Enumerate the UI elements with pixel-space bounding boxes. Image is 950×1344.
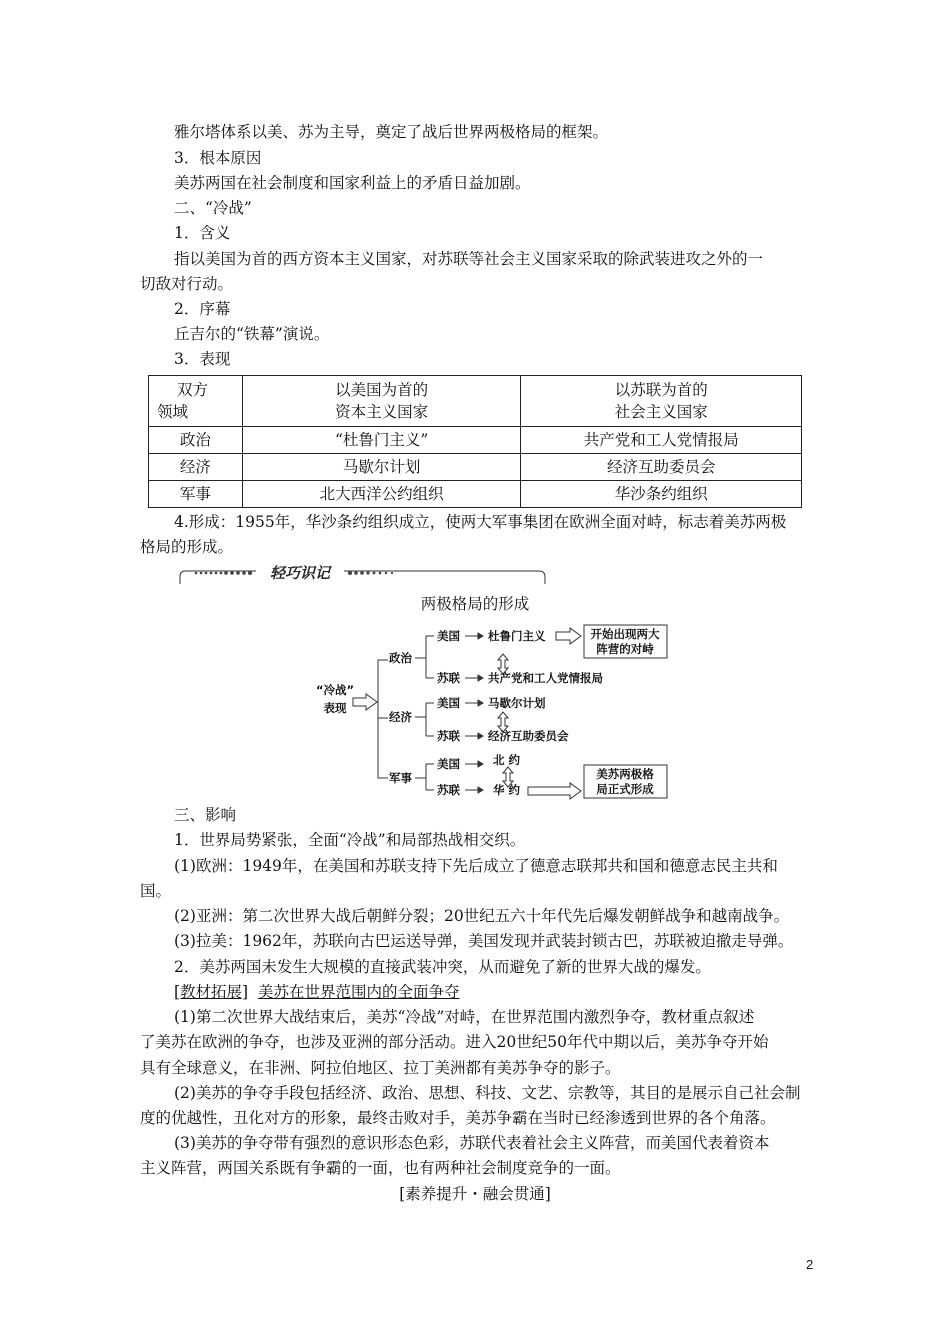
table-cell-us: 北大西洋公约组织 — [242, 481, 521, 508]
section-footer: [素养提升・融会贯通] — [399, 1185, 551, 1203]
paragraph: 美苏两国在社会制度和国家利益上的矛盾日益加剧。 — [174, 174, 531, 192]
paragraph: (2)亚洲：第二次世界大战后朝鲜分裂；20世纪五六十年代先后爆发朝鲜战争和越南战争。 — [174, 907, 790, 925]
paragraph: 指以美国为首的西方资本主义国家，对苏联等社会主义国家采取的除武装进攻之外的一 — [174, 250, 764, 268]
corner-bottom-label: 领域 — [157, 403, 189, 421]
table-cell-su: 华沙条约组织 — [521, 481, 802, 508]
branch-economy: 经济 — [389, 710, 412, 724]
paragraph: 2．美苏两国未发生大规模的直接武装冲突，从而避免了新的世界大战的爆发。 — [174, 958, 711, 976]
table-cell-su: 共产党和工人党情报局 — [521, 427, 802, 454]
paragraph-cont: 了美苏在欧洲的争夺，也涉及亚洲的部分活动。进入20世纪50年代中期以后，美苏争夺开始 — [140, 1033, 769, 1051]
paragraph: (1)欧洲：1949年，在美国和苏联支持下先后成立了德意志联邦共和国和德意志民主共和 — [174, 857, 778, 875]
branch-politics: 政治 — [389, 651, 412, 665]
header-line: 社会主义国家 — [614, 403, 708, 421]
memo-header-bar — [180, 563, 545, 584]
header-line: 资本主义国家 — [335, 403, 429, 421]
paragraph-cont: 度的优越性，丑化对方的形象，最终击败对手，美苏争霸在当时已经渗透到世界的各个角落。 — [140, 1109, 776, 1127]
paragraph: (1)第二次世界大战结束后，美苏“冷战”对峙，在世界范围内激烈争夺，教材重点叙述 — [174, 1008, 755, 1026]
header-line: 以苏联为首的 — [614, 381, 708, 399]
paragraph-formation: 4.形成：1955年，华沙条约组织成立，使两大军事集团在欧洲全面对峙，标志着美苏两极 — [174, 513, 787, 531]
root-label-line1: “冷战” — [315, 683, 355, 697]
node-truman: 杜鲁门主义 — [488, 629, 546, 643]
root-label-line2: 表现 — [323, 701, 347, 715]
paragraph: (3)美苏的争夺带有强烈的意识形态色彩，苏联代表着社会主义阵营，而美国代表着资本 — [174, 1134, 770, 1152]
paragraph-cont: 具有全球意义，在非洲、阿拉伯地区、拉丁美洲都有美苏争夺的影子。 — [140, 1059, 621, 1077]
memo-title: 两极格局的形成 — [420, 595, 530, 613]
extension-title: 美苏在世界范围内的全面争夺 — [257, 983, 460, 1001]
heading-root-cause: 3．根本原因 — [174, 149, 262, 167]
extension-tag: [教材拓展] — [174, 983, 249, 1001]
paragraph: 丘吉尔的“铁幕”演说。 — [174, 325, 330, 343]
table-cell-su: 经济互助委员会 — [521, 454, 802, 481]
extension-heading — [174, 981, 459, 1003]
node-comecon: 经济互助委员会 — [488, 729, 569, 743]
heading-impact: 三、影响 — [174, 806, 237, 824]
heading-prelude: 2．序幕 — [174, 300, 231, 318]
result2-line2: 局正式形成 — [596, 782, 654, 796]
heading-meaning: 1．含义 — [174, 224, 231, 242]
paragraph: 雅尔塔体系以美、苏为主导，奠定了战后世界两极格局的框架。 — [174, 123, 609, 141]
result1-line1: 开始出现两大 — [590, 627, 660, 641]
paragraph-cont: 国。 — [140, 882, 172, 900]
corner-top-label: 双方 — [177, 381, 209, 399]
heading-manifestation: 3．表现 — [174, 350, 231, 368]
paragraph: (3)拉美：1962年，苏联向古巴运送导弹，美国发现并武装封锁古巴，苏联被迫撤走导弹。 — [174, 932, 794, 950]
table-cell-field: 军事 — [149, 481, 243, 508]
label-su: 苏联 — [437, 783, 460, 797]
table-cell-us: 马歇尔计划 — [242, 454, 521, 481]
paragraph-cont: 切敌对行动。 — [140, 275, 234, 293]
result1-line2: 阵营的对峙 — [596, 642, 654, 656]
label-us: 美国 — [437, 757, 460, 771]
paragraph: 1．世界局势紧张，全面“冷战”和局部热战相交织。 — [174, 831, 526, 849]
label-su: 苏联 — [437, 729, 460, 743]
label-us: 美国 — [437, 696, 460, 710]
paragraph: (2)美苏的争夺手段包括经济、政治、思想、科技、文艺、宗教等，其目的是展示自己社会制 — [174, 1084, 801, 1102]
table-cell-field: 经济 — [149, 454, 243, 481]
node-nato: 北 约 — [493, 753, 521, 767]
branch-military: 军事 — [389, 771, 412, 785]
memo-badge: 轻巧识记 — [269, 564, 331, 582]
header-line: 以美国为首的 — [335, 381, 429, 399]
paragraph-cont: 格局的形成。 — [140, 538, 234, 556]
label-us: 美国 — [437, 629, 460, 643]
node-marshall: 马歇尔计划 — [488, 696, 546, 710]
result2-line1: 美苏两极格 — [596, 767, 654, 781]
heading-cold-war: 二、“冷战” — [174, 199, 252, 217]
label-su: 苏联 — [437, 671, 460, 685]
table-cell-us: “杜鲁门主义” — [242, 427, 521, 454]
node-cominform: 共产党和工人党情报局 — [488, 671, 603, 685]
node-warsaw: 华 约 — [493, 783, 521, 797]
page-number: 2 — [806, 1257, 814, 1272]
paragraph-cont: 主义阵营，两国关系既有争霸的一面，也有两种社会制度竞争的一面。 — [140, 1159, 621, 1177]
table-cell-field: 政治 — [149, 427, 243, 454]
